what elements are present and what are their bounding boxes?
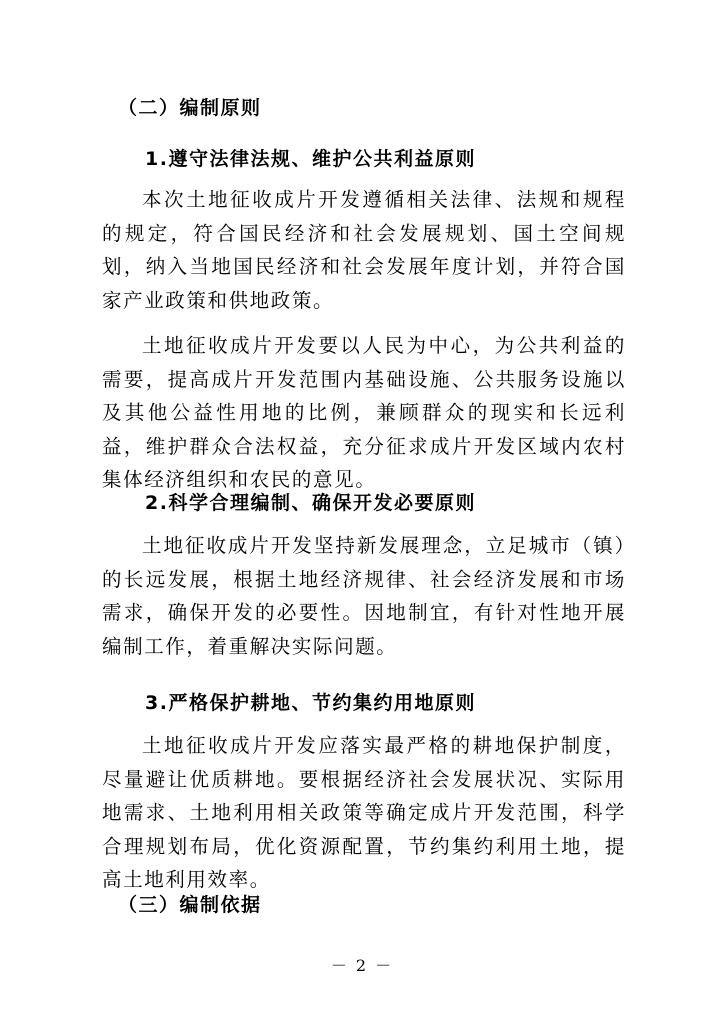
principle-3-paragraph-1: 土地征收成片开发应落实最严格的耕地保护制度，尽量避让优质耕地。要根据经济社会发展状况、实际用地需求、土地利用相关政策等确定成片开发范围，科学合理规划布局，优化资源配置，节约集约利用土地，提高土地利用效率。: [102, 734, 626, 891]
section-three-heading: （三）编制依据: [118, 894, 262, 916]
principle-1-paragraph-2: 土地征收成片开发要以人民为中心，为公共利益的需要，提高成片开发范围内基础设施、公共服务设施以及其他公益性用地的比例，兼顾群众的现实和长远利益，维护群众合法权益，充分征求成片开发区域内农村集体经济组织和农民的意见。: [102, 334, 626, 491]
section-two-heading: （二）编制原则: [118, 97, 262, 119]
principle-1-heading: 1.遵守法律法规、维护公共利益原则: [145, 148, 476, 170]
principle-3-heading: 3.严格保护耕地、节约集约用地原则: [145, 692, 476, 714]
principle-1-paragraph-1: 本次土地征收成片开发遵循相关法律、法规和规程的规定，符合国民经济和社会发展规划、国土空间规划，纳入当地国民经济和社会发展年度计划，并符合国家产业政策和供地政策。: [102, 188, 626, 312]
principle-2-paragraph-1: 土地征收成片开发坚持新发展理念，立足城市（镇）的长远发展，根据土地经济规律、社会经济发展和市场需求，确保开发的必要性。因地制宜，有针对性地开展编制工作，着重解决实际问题。: [102, 534, 626, 658]
page-number: － 2 －: [330, 956, 394, 975]
principle-2-heading: 2.科学合理编制、确保开发必要原则: [145, 492, 476, 514]
